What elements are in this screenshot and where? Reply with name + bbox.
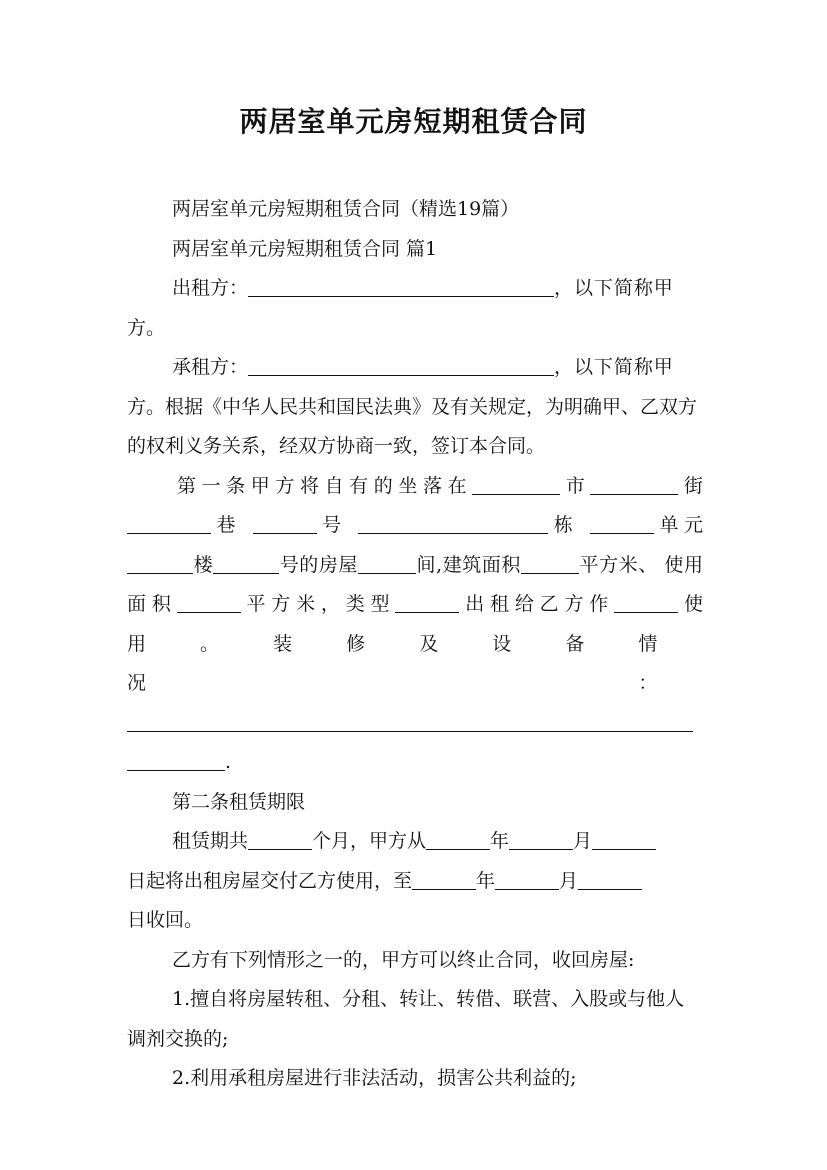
lessee-label: 承租方： [172, 356, 249, 378]
lessee-blank [248, 355, 554, 376]
article-1 [127, 467, 703, 704]
equipment-blank-2 [127, 750, 225, 771]
art2-text-3: 年 [490, 830, 510, 852]
section-heading: 两居室单元房短期租赁合同 篇1 [172, 237, 438, 260]
lessor-blank [248, 276, 554, 297]
document-subtitle: 两居室单元房短期租赁合同（精选19篇） [172, 198, 520, 220]
lessee-suffix: ，以下简称甲 [554, 356, 674, 378]
lease-months-blank [248, 829, 312, 850]
document-body [127, 190, 703, 1099]
lane-blank [127, 513, 211, 534]
end-year-blank [412, 869, 476, 890]
art1-text-11: 平方米、 [578, 553, 658, 576]
art1-text-3: 街 [678, 474, 703, 497]
art1-text-17: . [225, 751, 232, 773]
art1-text-9: 号的房屋 [279, 553, 358, 576]
art1-text-16: 用。装修及设备情况： [127, 632, 703, 694]
start-day-blank [592, 829, 656, 850]
art1-text-10: 间,建筑面积 [415, 553, 521, 576]
usage-blank [614, 592, 678, 613]
unit-blank [590, 513, 654, 534]
lessee-paragraph [127, 348, 703, 467]
art1-text-7: 单元 [653, 514, 703, 536]
lessee-tail: 方。根据《中华人民共和国民法典》及有关规定，为明确甲、乙双方的权利义务关系，经双方协商一致，签订本合同。 [127, 395, 698, 457]
art1-text-1: 第一条甲方将自有的坐落在 [177, 474, 473, 497]
lessor-suffix: ，以下简称甲 [554, 277, 674, 299]
art1-text-2: 市 [560, 474, 591, 497]
article-2 [127, 822, 703, 941]
art2-text-2: 个月，甲方从 [312, 830, 427, 852]
street-blank [590, 474, 678, 495]
art1-text-14: 出租给乙方作 [459, 593, 615, 615]
number-blank [253, 513, 317, 534]
art2-text-1: 租赁期共 [172, 830, 249, 852]
end-month-blank [495, 869, 559, 890]
equipment-blank [127, 711, 693, 732]
art2-text-5: 日起将出租房屋交付乙方使用，至 [127, 869, 413, 892]
art2-text-7: 月 [559, 869, 579, 892]
start-month-blank [509, 829, 573, 850]
article-2-heading: 第二条租赁期限 [172, 790, 306, 813]
lessor-paragraph [127, 269, 703, 348]
termination-term-1: 1.擅自将房屋转租、分租、转让、转借、联营、入股或与他人调剂交换的; [127, 988, 685, 1050]
room-count-blank [358, 553, 416, 574]
art1-text-6: 栋 [548, 514, 579, 536]
floor-blank [127, 553, 193, 574]
usable-area-blank [177, 592, 241, 613]
art2-text-8: 日收回。 [127, 909, 204, 931]
article-1-continued [127, 704, 703, 783]
city-blank [472, 474, 560, 495]
lessor-label: 出租方： [172, 277, 249, 299]
art2-text-4: 月 [573, 830, 593, 852]
termination-intro: 乙方有下列情形之一的，甲方可以终止合同，收回房屋: [172, 948, 635, 971]
art1-text-13: 平方米，类型 [240, 593, 396, 615]
type-blank [395, 592, 459, 613]
art1-text-4: 巷 [211, 514, 242, 536]
floor-area-blank [521, 553, 579, 574]
termination-term-2: 2.利用承租房屋进行非法活动，损害公共利益的; [172, 1067, 577, 1089]
art1-text-15: 使 [678, 593, 703, 615]
lessor-tail: 方。 [127, 316, 166, 339]
end-day-blank [578, 869, 642, 890]
art1-text-8: 楼 [193, 553, 214, 576]
art1-text-5: 号 [316, 514, 347, 536]
building-blank [358, 513, 548, 534]
art2-text-6: 年 [476, 869, 496, 892]
room-number-blank [213, 553, 279, 574]
document-title: 两居室单元房短期租赁合同 [239, 105, 588, 138]
art1-text-12: 使用面积 [127, 553, 703, 615]
start-year-blank [426, 829, 490, 850]
